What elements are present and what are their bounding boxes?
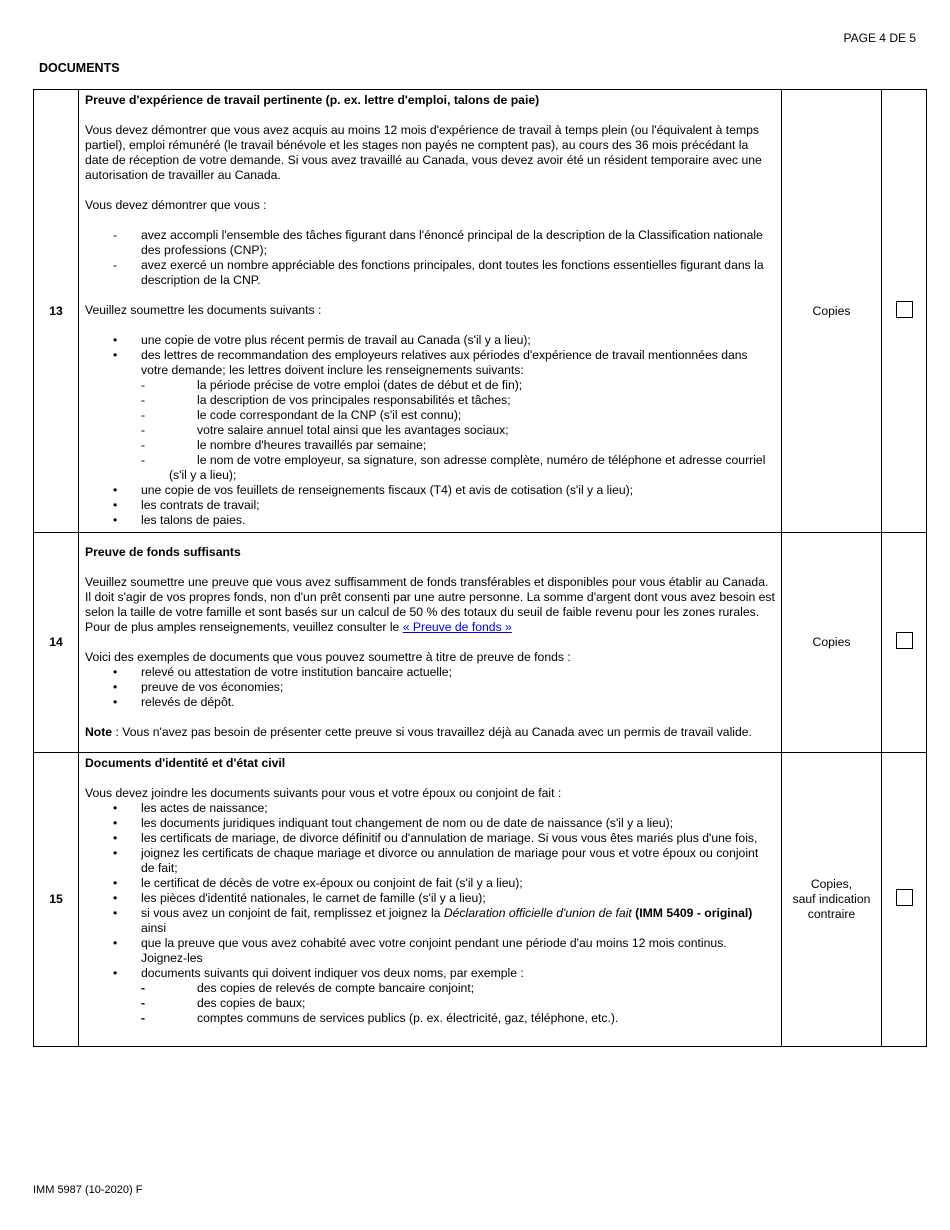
page-number: PAGE 4 DE 5	[843, 31, 916, 45]
section-title: DOCUMENTS	[39, 61, 120, 75]
list-item: • les contrats de travail;	[113, 498, 260, 512]
dash-marker: -	[141, 1011, 146, 1025]
bullet-marker: •	[113, 831, 118, 845]
checkbox[interactable]	[896, 301, 913, 318]
list-item: • le certificat de décès de votre ex-époux ou conjoint de fait (s'il y a lieu);	[113, 876, 523, 890]
dash-marker: -	[141, 393, 146, 407]
bullet-marker: •	[113, 906, 118, 920]
bullet-marker: •	[113, 891, 118, 905]
dash-marker: -	[141, 438, 146, 452]
paragraph: Veuillez soumettre les documents suivants :	[85, 303, 322, 317]
dash-marker: -	[141, 453, 146, 467]
dash-marker: -	[113, 228, 118, 242]
list-item: • les documents juridiques indiquant tout changement de nom ou de date de naissance (s'il y a lieu);	[113, 816, 674, 830]
paragraph: Vous devez joindre les documents suivants pour vous et votre époux ou conjoint de fait :	[85, 786, 562, 800]
list-item: • documents suivants qui doivent indiquer vos deux noms, par exemple :	[113, 966, 524, 980]
checkbox-cell	[882, 533, 927, 753]
bullet-marker: •	[113, 348, 118, 362]
dash-marker: -	[141, 378, 146, 392]
list-item: - la description de vos principales responsabilités et tâches;	[141, 393, 511, 407]
document-type: Copies	[782, 533, 882, 753]
paragraph: Veuillez soumettre une preuve que vous avez suffisamment de fonds transférables et disponibles pour vous établir au Canada. Il doit s'agir de vos propres fonds, non d'un prêt consenti par une autre personne. La somme d'argent dont vous avez besoin est selon la taille de votre famille et sont basés sur un calcul de 50 % des totaux du seuil de faible revenu pour les zones rurales. Pour de plus amples renseignements, veuillez consulter le « Preuve de fonds »	[85, 575, 775, 634]
dash-marker: -	[141, 981, 146, 995]
documents-list	[85, 333, 775, 378]
bullet-marker: •	[113, 876, 118, 890]
row-title: Preuve d'expérience de travail pertinente (p. ex. lettre d'emploi, talons de paie)	[85, 93, 540, 107]
form-code-footer: IMM 5987 (10-2020) F	[33, 1184, 143, 1196]
table-row	[34, 753, 927, 1047]
list-item: • si vous avez un conjoint de fait, remplissez et joignez la Déclaration officielle d'union de fait (IMM 5409 - original) ainsi	[113, 906, 753, 935]
documents-list-continued	[85, 483, 775, 528]
bullet-marker: •	[113, 333, 118, 347]
list-item: - avez exercé un nombre appréciable des fonctions principales, dont toutes les fonctions essentielles figurant dans la description de la CNP.	[113, 258, 764, 287]
bullet-marker: •	[113, 665, 118, 679]
bullet-marker: •	[113, 680, 118, 694]
row-number: 15	[34, 753, 79, 1047]
bullet-marker: •	[113, 483, 118, 497]
list-item: - votre salaire annuel total ainsi que les avantages sociaux;	[141, 423, 509, 437]
list-item: - la période précise de votre emploi (dates de début et de fin);	[141, 378, 523, 392]
list-item: - des copies de relevés de compte bancaire conjoint;	[141, 981, 475, 995]
bullet-marker: •	[113, 966, 118, 980]
examples-list	[85, 665, 775, 710]
note: Note : Vous n'avez pas besoin de présenter cette preuve si vous travaillez déjà au Canada avec un permis de travail valide.	[85, 725, 752, 739]
document-type: Copies	[782, 90, 882, 533]
bullet-marker: •	[113, 801, 118, 815]
checkbox-cell	[882, 90, 927, 533]
identity-documents-list	[85, 801, 775, 981]
list-item: • les pièces d'identité nationales, le carnet de famille (s'il y a lieu);	[113, 891, 486, 905]
row-content	[79, 90, 782, 533]
letter-info-list	[85, 378, 775, 483]
list-item: • les actes de naissance;	[113, 801, 268, 815]
form-code: (IMM 5409 - original)	[631, 906, 753, 920]
note-label: Note	[85, 725, 113, 739]
row-content	[79, 533, 782, 753]
bullet-marker: •	[113, 936, 118, 950]
list-item: • que la preuve que vous avez cohabité avec votre conjoint pendant une période d'au moins 12 mois continus. Joignez-les	[113, 936, 727, 965]
dash-marker: -	[141, 996, 146, 1010]
list-item: • les talons de paies.	[113, 513, 246, 527]
bullet-marker: •	[113, 498, 118, 512]
bullet-marker: •	[113, 513, 118, 527]
list-item: - avez accompli l'ensemble des tâches figurant dans l'énoncé principal de la description de la Classification nationale des professions (CNP);	[113, 228, 763, 257]
list-item: • les certificats de mariage, de divorce définitif ou d'annulation de mariage. Si vous vous êtes mariés plus d'une fois,	[113, 831, 758, 845]
list-item: - comptes communs de services publics (p. ex. électricité, gaz, téléphone, etc.).	[141, 1011, 619, 1025]
row-title: Preuve de fonds suffisants	[85, 545, 241, 559]
checkbox[interactable]	[896, 889, 913, 906]
document-type: Copies, sauf indication contraire	[782, 753, 882, 1047]
checkbox-cell	[882, 753, 927, 1047]
list-item: - des copies de baux;	[141, 996, 306, 1010]
list-item: - le nombre d'heures travaillés par semaine;	[141, 438, 427, 452]
paragraph: Vous devez démontrer que vous :	[85, 198, 267, 212]
row-title: Documents d'identité et d'état civil	[85, 756, 286, 770]
dash-marker: -	[141, 423, 146, 437]
row-number: 14	[34, 533, 79, 753]
table-row	[34, 533, 927, 753]
list-item: - le nom de votre employeur, sa signature, son adresse complète, numéro de téléphone et adresse courriel (s'il y a lieu);	[141, 453, 766, 482]
list-item: • preuve de vos économies;	[113, 680, 284, 694]
list-item: • une copie de votre plus récent permis de travail au Canada (s'il y a lieu);	[113, 333, 531, 347]
documents-table	[33, 89, 927, 1047]
bullet-marker: •	[113, 816, 118, 830]
list-item: • des lettres de recommandation des employeurs relatives aux périodes d'expérience de travail mentionnées dans votre demande; les lettres doivent inclure les renseignements suivants:	[113, 348, 748, 377]
list-item: • relevés de dépôt.	[113, 695, 235, 709]
bullet-marker: •	[113, 695, 118, 709]
paragraph: Vous devez démontrer que vous avez acquis au moins 12 mois d'expérience de travail à temps plein (ou l'équivalent à temps partiel), emploi rémunéré (le travail bénévole et les stages non payés ne comptent pas), au cours des 36 mois précédant la date de réception de votre demande. Si vous avez travaillé au Canada, vous devez avoir été un résident temporaire avec une autorisation de travailler au Canada.	[85, 123, 762, 182]
proof-of-funds-link[interactable]: « Preuve de fonds »	[402, 620, 512, 634]
row-number: 13	[34, 90, 79, 533]
list-item: • une copie de vos feuillets de renseignements fiscaux (T4) et avis de cotisation (s'il y a lieu);	[113, 483, 634, 497]
bullet-marker: •	[113, 846, 118, 860]
dash-marker: -	[113, 258, 118, 272]
form-name: Déclaration officielle d'union de fait	[443, 906, 632, 920]
list-item: - le code correspondant de la CNP (s'il est connu);	[141, 408, 462, 422]
row-content	[79, 753, 782, 1047]
table-row	[34, 90, 927, 533]
dash-marker: -	[141, 408, 146, 422]
list-item: • relevé ou attestation de votre institution bancaire actuelle;	[113, 665, 452, 679]
paragraph: Voici des exemples de documents que vous pouvez soumettre à titre de preuve de fonds :	[85, 650, 571, 664]
demonstrate-list	[85, 228, 775, 288]
checkbox[interactable]	[896, 632, 913, 649]
joint-examples-list	[85, 981, 775, 1026]
list-item: • joignez les certificats de chaque mariage et divorce ou annulation de mariage pour vous et votre époux ou conjoint de fait;	[113, 846, 759, 875]
